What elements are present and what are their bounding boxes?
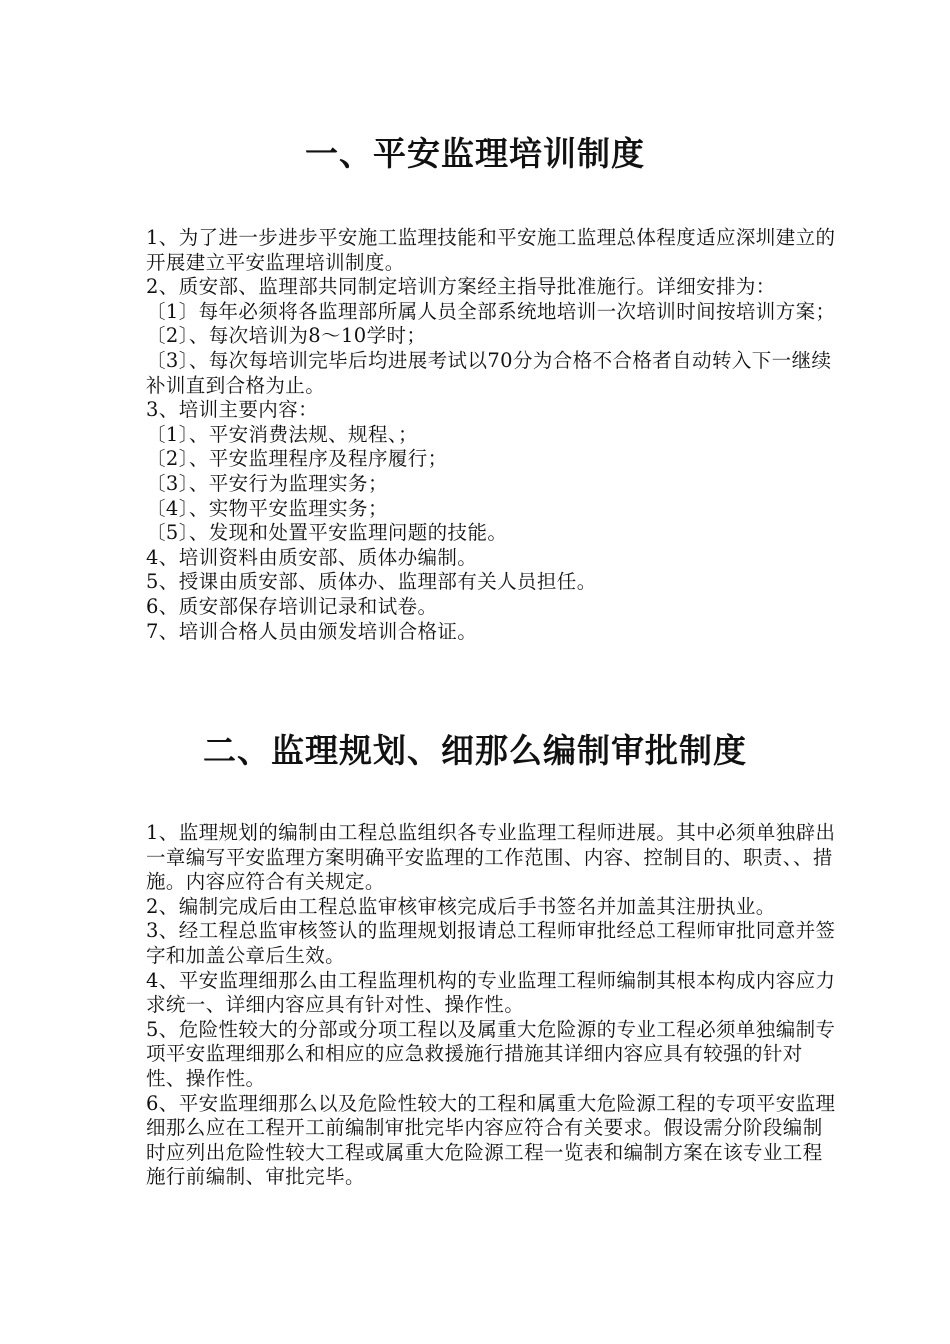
- paragraph: 〔3〕、平安行为监理实务；: [146, 471, 388, 495]
- paragraph: 7、培训合格人员由颁发培训合格证。: [146, 619, 478, 643]
- paragraph: 6、质安部保存培训记录和试卷。: [146, 594, 438, 618]
- paragraph: 4、培训资料由质安部、质体办编制。: [146, 545, 478, 569]
- paragraph: 〔2〕、平安监理程序及程序履行；: [146, 447, 448, 471]
- paragraph: 3、培训主要内容：: [146, 398, 319, 422]
- paragraph: 2、质安部、监理部共同制定培训方案经主指导批准施行。详细安排为：: [146, 275, 776, 299]
- paragraph: 2、编制完成后由工程总监审核审核完成后手书签名并加盖其注册执业。: [146, 894, 776, 918]
- section-2-title: 二、监理规划、细那么编制审批制度: [203, 731, 747, 770]
- paragraph: 4、平安监理细那么由工程监理机构的专业监理工程师编制其根本构成内容应力求统一、详细内容应具有针对性、操作性。: [146, 968, 836, 1017]
- paragraph: 〔2〕、每次培训为8～10学时；: [146, 324, 427, 348]
- paragraph: 3、经工程总监审核签认的监理规划报请总工程师审批经总工程师审批同意并签字和加盖公章后生效。: [146, 919, 836, 967]
- paragraph: 5、危险性较大的分部或分项工程以及属重大危险源的专业工程必须单独编制专项平安监理细那么和相应的应急救援施行措施其详细内容应具有较强的针对性、操作性。: [146, 1017, 836, 1090]
- paragraph: 5、授课由质安部、质体办、监理部有关人员担任。: [146, 570, 597, 594]
- paragraph: 1、监理规划的编制由工程总监组织各专业监理工程师进展。其中必须单独辟出一章编写平安监理方案明确平安监理的工作范围、内容、控制目的、职责、、措施。内容应符合有关规定。: [146, 821, 836, 894]
- paragraph: 〔1〕、平安消费法规、规程、；: [146, 422, 418, 446]
- paragraph: 〔3〕、每次每培训完毕后均进展考试以70分为合格不合格者自动转入下一继续补训直到合格为止。: [146, 348, 832, 397]
- paragraph: 1、为了进一步进步平安施工监理技能和平安施工监理总体程度适应深圳建立的开展建立平安监理培训制度。: [146, 226, 836, 274]
- section-1-body: [146, 226, 836, 644]
- paragraph: 〔4〕、实物平安监理实务；: [146, 496, 388, 520]
- paragraph: 〔1〕每年必须将各监理部所属人员全部系统地培训一次培训时间按培训方案；: [146, 299, 836, 323]
- section-2-body: [146, 821, 836, 1190]
- section-1-title: 一、平安监理培训制度: [305, 134, 645, 173]
- paragraph: 〔5〕、发现和处置平安监理问题的技能。: [146, 521, 508, 545]
- paragraph: 6、平安监理细那么以及危险性较大的工程和属重大危险源工程的专项平安监理细那么应在工程开工前编制审批完毕内容应符合有关要求。假设需分阶段编制时应列出危险性较大工程或属重大危险源工程一览表和编制方案在该专业工程施行前编制、审批完毕。: [146, 1091, 836, 1189]
